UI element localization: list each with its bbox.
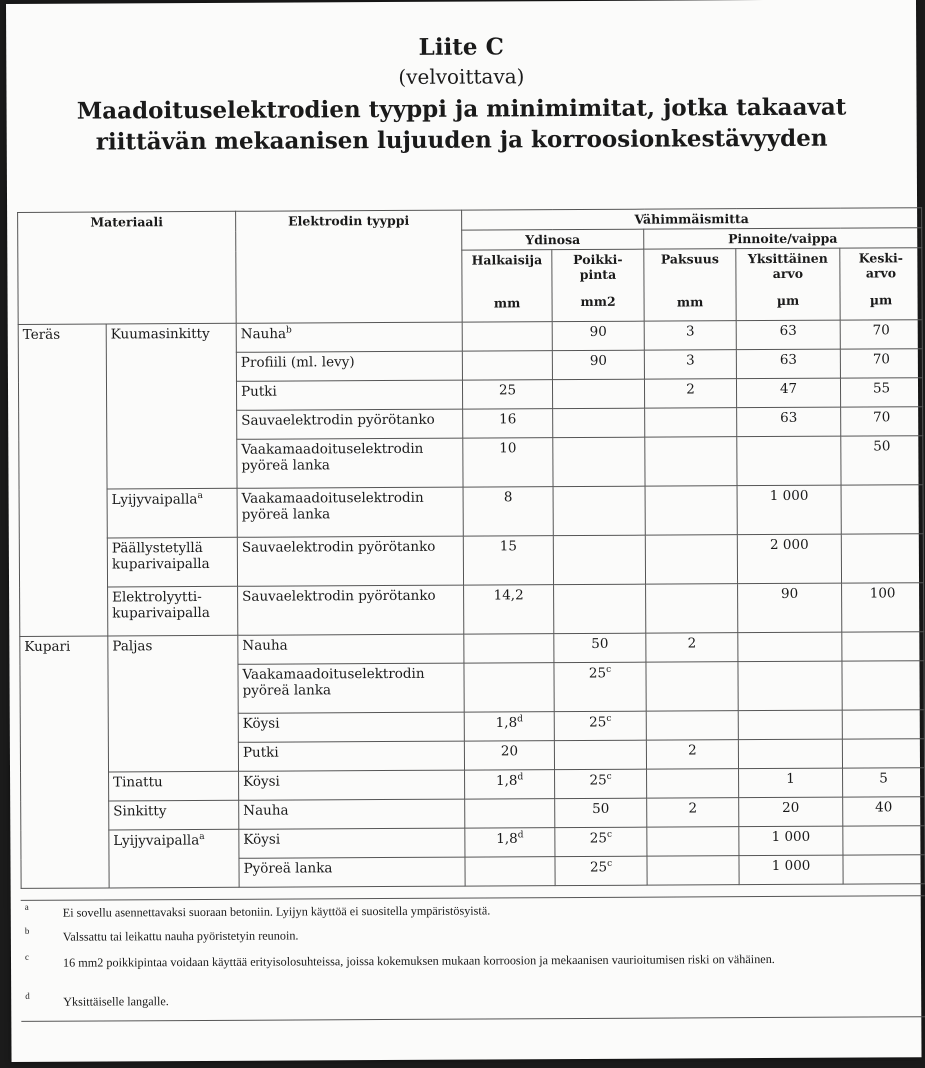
annex-heading: [6, 91, 916, 158]
footnote-mark: d: [25, 990, 30, 1001]
table-body: [18, 320, 925, 889]
table-row: [21, 826, 925, 860]
yksittainen-cell: [738, 661, 842, 711]
keskiarvo-cell: [842, 632, 924, 661]
poikkipinta-cell: 50: [555, 798, 647, 827]
annex-subtitle: (velvoittava): [398, 64, 525, 89]
paksuus-cell: [646, 662, 738, 711]
electrode-type-cell: Vaakamaadoituselektrodin pyöreä lanka: [237, 438, 463, 488]
yksittainen-cell: 1 000: [739, 855, 843, 885]
paksuus-cell: [645, 535, 737, 584]
keskiarvo-cell: 70: [840, 320, 922, 349]
yksittainen-cell: 90: [738, 583, 842, 633]
halkaisija-cell: 14,2: [464, 585, 554, 634]
footnote-text: Yksittäiselle langalle.: [63, 994, 169, 1009]
footnote-text: Ei sovellu asennettavaksi suoraan betoniin. Lyijyn käyttöä ei suositella ympäristösyistä.: [62, 903, 491, 920]
annex-title: Liite C: [418, 33, 504, 61]
material-subtype-cell: Päällystetyllä kuparivaipalla: [107, 537, 237, 587]
table-row: [20, 632, 924, 666]
keskiarvo-cell: [843, 855, 925, 884]
poikkipinta-cell: 25$^c$: [554, 711, 646, 740]
paksuus-cell: [647, 769, 739, 798]
electrode-type-cell: Sauvaelektrodin pyörötanko: [238, 585, 464, 635]
keskiarvo-cell: 5: [843, 768, 925, 797]
material-subtype-cell: Sinkitty: [109, 800, 239, 830]
electrode-dimension-table: [17, 207, 925, 889]
table-row: [18, 320, 922, 354]
header-ydinosa: Ydinosa: [462, 229, 644, 250]
poikkipinta-cell: [553, 535, 645, 584]
poikkipinta-cell: 25$^c$: [555, 827, 647, 856]
yksittainen-cell: 63: [737, 407, 841, 437]
paksuus-cell: [645, 437, 737, 486]
header-materiaali: Materiaali: [18, 211, 237, 324]
yksittainen-cell: 63: [736, 320, 840, 350]
electrode-type-cell: Vaakamaadoituselektrodin pyöreä lanka: [238, 663, 464, 713]
yksittainen-cell: [738, 739, 842, 769]
electrode-type-cell: Profiili (ml. levy): [236, 351, 462, 381]
poikkipinta-cell: [553, 437, 645, 486]
header-paksuus: Paksuus mm: [644, 249, 736, 321]
keskiarvo-cell: [843, 826, 925, 855]
footnote-divider: [21, 895, 925, 901]
paksuus-cell: 2: [646, 633, 738, 662]
footnote-mark: b: [24, 925, 30, 936]
material-subtype-cell: Tinattu: [109, 771, 239, 801]
poikkipinta-cell: 90: [552, 321, 644, 350]
poikkipinta-cell: 50: [554, 633, 646, 662]
keskiarvo-cell: 70: [840, 349, 922, 378]
paksuus-cell: [647, 827, 739, 856]
keskiarvo-cell: [842, 739, 924, 768]
halkaisija-cell: 1,8$^d$: [465, 828, 555, 857]
paksuus-cell: 2: [646, 740, 738, 769]
paksuus-cell: [645, 486, 737, 535]
paksuus-cell: [647, 856, 739, 885]
keskiarvo-cell: [842, 661, 924, 710]
footnote-text: 16 mm2 poikkipintaa voidaan käyttää erityisolosuhteissa, joissa kokemuksen mukaan korroosion ja mekaanisen vaurioitumisen riski on vähäinen.: [62, 951, 775, 970]
halkaisija-cell: 8: [463, 487, 553, 536]
header-vahimmaismitta: Vähimmäismitta: [462, 208, 922, 230]
material-subtype-cell: Lyijyvaipalla$^a$: [107, 488, 237, 538]
halkaisija-cell: 10: [463, 438, 553, 487]
halkaisija-cell: [464, 663, 554, 712]
poikkipinta-cell: [554, 584, 646, 633]
poikkipinta-cell: [553, 408, 645, 437]
halkaisija-cell: [465, 799, 555, 828]
header-poikkipinta: Poikki-pinta mm2: [552, 249, 644, 321]
halkaisija-cell: [464, 634, 554, 663]
material-subtype-cell: Elektrolyytti-kuparivaipalla: [108, 586, 238, 636]
yksittainen-cell: 2 000: [737, 534, 841, 584]
table-row: [20, 583, 924, 637]
paksuus-cell: 3: [644, 350, 736, 379]
poikkipinta-cell: [552, 379, 644, 408]
electrode-type-cell: Köysi: [238, 712, 464, 742]
material-subtype-cell: Kuumasinkitty: [106, 323, 237, 489]
yksittainen-cell: [738, 632, 842, 662]
poikkipinta-cell: 25$^c$: [554, 662, 646, 711]
electrode-type-cell: Putki: [238, 741, 464, 771]
halkaisija-cell: 16: [463, 409, 553, 438]
paksuus-cell: 2: [647, 798, 739, 827]
table-row: [21, 797, 925, 831]
yksittainen-cell: 20: [739, 797, 843, 827]
footnote-text: Valssattu tai leikattu nauha pyöristetyin reunoin.: [62, 928, 299, 944]
halkaisija-cell: 20: [464, 741, 554, 770]
table-row: [21, 768, 925, 802]
keskiarvo-cell: 40: [843, 797, 925, 826]
poikkipinta-cell: [554, 740, 646, 769]
material-cell: Teräs: [18, 324, 108, 636]
electrode-type-cell: Nauha: [239, 799, 465, 829]
footnote-bottom-rule: [21, 1016, 925, 1022]
keskiarvo-cell: [842, 710, 924, 739]
yksittainen-cell: 1 000: [739, 826, 843, 856]
yksittainen-cell: 47: [736, 378, 840, 408]
keskiarvo-cell: [841, 485, 923, 534]
yksittainen-cell: 1 000: [737, 485, 841, 535]
header-elektrodin-tyyppi: Elektrodin tyyppi: [236, 210, 463, 323]
paksuus-cell: [646, 711, 738, 740]
electrode-type-cell: Sauvaelektrodin pyörötanko: [237, 536, 463, 586]
halkaisija-cell: [462, 351, 552, 380]
paksuus-cell: 2: [644, 379, 736, 408]
electrode-type-cell: Pyöreä lanka: [239, 857, 465, 887]
halkaisija-cell: 1,8$^d$: [465, 770, 555, 799]
heading-line-1: Maadoituselektrodien tyyppi ja minimimitat, jotka takaavat: [76, 93, 847, 125]
electrode-type-cell: Sauvaelektrodin pyörötanko: [237, 409, 463, 439]
header-yksittainen-arvo: Yksittäinen arvo µm: [736, 248, 840, 321]
yksittainen-cell: 63: [736, 349, 840, 379]
keskiarvo-cell: 100: [842, 583, 924, 632]
table-row: [19, 485, 923, 539]
document-page: [6, 0, 922, 1062]
electrode-type-cell: Köysi: [239, 828, 465, 858]
halkaisija-cell: 15: [463, 536, 553, 585]
keskiarvo-cell: 50: [841, 436, 923, 485]
paksuus-cell: [646, 584, 738, 633]
electrode-type-cell: Nauha: [238, 634, 464, 664]
halkaisija-cell: [465, 857, 555, 886]
header-halkaisija: Halkaisija mm: [462, 250, 552, 322]
poikkipinta-cell: [553, 486, 645, 535]
halkaisija-cell: [462, 322, 552, 351]
halkaisija-cell: 1,8$^d$: [464, 712, 554, 741]
keskiarvo-cell: 70: [841, 407, 923, 436]
electrode-type-cell: Nauha$^b$: [236, 322, 462, 352]
poikkipinta-cell: 25$^c$: [555, 769, 647, 798]
material-cell: Kupari: [20, 636, 109, 888]
footnote-mark: c: [24, 951, 30, 962]
paksuus-cell: 3: [644, 321, 736, 350]
table-row: [19, 534, 923, 588]
poikkipinta-cell: 25$^c$: [555, 856, 647, 885]
heading-line-2: riittävän mekaanisen lujuuden ja korroosionkestävyyden: [95, 124, 828, 156]
yksittainen-cell: [738, 710, 842, 740]
yksittainen-cell: [737, 436, 841, 486]
poikkipinta-cell: 90: [552, 350, 644, 379]
keskiarvo-cell: 55: [840, 378, 922, 407]
material-subtype-cell: Lyijyvaipalla$^a$: [109, 829, 239, 888]
electrode-type-cell: Putki: [236, 380, 462, 410]
keskiarvo-cell: [841, 534, 923, 583]
header-keskiarvo: Keski-arvo µm: [840, 248, 922, 320]
halkaisija-cell: 25: [462, 380, 552, 409]
footnote-mark: a: [24, 901, 29, 912]
electrode-type-cell: Vaakamaadoituselektrodin pyöreä lanka: [237, 487, 463, 537]
yksittainen-cell: 1: [739, 768, 843, 798]
header-pinnoite: Pinnoite/vaippa: [644, 228, 922, 249]
paksuus-cell: [645, 408, 737, 437]
material-subtype-cell: Paljas: [108, 635, 239, 772]
electrode-type-cell: Köysi: [239, 770, 465, 800]
